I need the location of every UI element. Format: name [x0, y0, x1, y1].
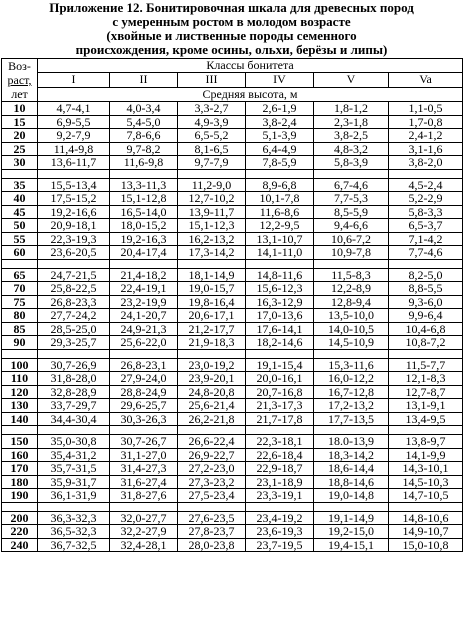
height-cell: 9,4-6,6: [314, 219, 389, 233]
height-cell: 15,3-11,6: [314, 358, 389, 372]
height-cell: 27,2-23,0: [178, 462, 246, 476]
height-cell: 21,9-18,3: [178, 336, 246, 350]
height-cell: 12,7-10,2: [178, 192, 246, 206]
age-cell: 130: [2, 399, 38, 413]
table-row: [2, 246, 463, 260]
separator-cell: [110, 349, 178, 358]
age-cell: 80: [2, 309, 38, 323]
height-cell: 23,0-19,2: [178, 358, 246, 372]
document-title: [0, 0, 463, 57]
height-cell: 9,3-6,0: [389, 295, 463, 309]
height-cell: 14,7-10,5: [389, 489, 463, 503]
height-cell: 18,8-14,6: [314, 475, 389, 489]
height-cell: 35,9-31,7: [38, 475, 110, 489]
height-cell: 3,8-2,0: [389, 156, 463, 170]
height-cell: 19,0-15,7: [178, 282, 246, 296]
age-cell: 45: [2, 205, 38, 219]
height-cell: 32,2-27,9: [110, 525, 178, 539]
class-header-1: I: [38, 73, 110, 87]
age-cell: 200: [2, 511, 38, 525]
height-cell: 31,4-27,3: [110, 462, 178, 476]
title-line-3: (хвойные и лиственные породы семенного: [106, 28, 357, 43]
height-cell: 31,6-27,4: [110, 475, 178, 489]
height-cell: 19,2-15,0: [314, 525, 389, 539]
height-cell: 19,4-15,1: [314, 538, 389, 552]
height-cell: 3,3-2,7: [178, 102, 246, 116]
separator-cell: [38, 349, 110, 358]
table-row: [2, 219, 463, 233]
height-cell: 9,7-7,9: [178, 156, 246, 170]
height-cell: 21,3-17,3: [246, 399, 314, 413]
height-cell: 3,8-2,4: [246, 115, 314, 129]
height-cell: 27,9-24,0: [110, 372, 178, 386]
separator-cell: [314, 349, 389, 358]
age-cell: 140: [2, 412, 38, 426]
height-cell: 20,0-16,1: [246, 372, 314, 386]
height-cell: 10,8-7,2: [389, 336, 463, 350]
height-cell: 5,8-3,9: [314, 156, 389, 170]
height-cell: 9,2-7,9: [38, 129, 110, 143]
height-cell: 23,4-19,2: [246, 511, 314, 525]
height-cell: 25,8-22,5: [38, 282, 110, 296]
height-cell: 17,7-13,5: [314, 412, 389, 426]
height-cell: 19,2-16,3: [110, 232, 178, 246]
height-cell: 14,8-10,6: [389, 511, 463, 525]
height-cell: 9,9-6,4: [389, 309, 463, 323]
height-cell: 1,7-0,8: [389, 115, 463, 129]
table-row: [2, 412, 463, 426]
height-cell: 1,8-1,2: [314, 102, 389, 116]
age-header-line-3: лет: [11, 87, 28, 101]
table-row: [2, 156, 463, 170]
height-cell: 14,5-10,9: [314, 336, 389, 350]
site-index-table: [1, 58, 463, 552]
height-cell: 22,6-18,4: [246, 448, 314, 462]
height-cell: 17,2-13,2: [314, 399, 389, 413]
height-cell: 18,0-15,2: [110, 219, 178, 233]
age-cell: 190: [2, 489, 38, 503]
height-cell: 8,1-6,5: [178, 142, 246, 156]
height-cell: 4,0-3,4: [110, 102, 178, 116]
height-cell: 22,3-19,3: [38, 232, 110, 246]
height-cell: 14,3-10,1: [389, 462, 463, 476]
separator-cell: [110, 502, 178, 511]
height-cell: 11,5-8,3: [314, 268, 389, 282]
height-cell: 14,1-11,0: [246, 246, 314, 260]
height-cell: 32,0-27,7: [110, 511, 178, 525]
age-column-header: [2, 59, 38, 102]
height-cell: 6,5-3,7: [389, 219, 463, 233]
height-cell: 14,9-10,7: [389, 525, 463, 539]
age-cell: 10: [2, 102, 38, 116]
height-cell: 36,3-32,3: [38, 511, 110, 525]
height-cell: 23,6-20,5: [38, 246, 110, 260]
height-cell: 36,5-32,3: [38, 525, 110, 539]
height-cell: 19,1-15,4: [246, 358, 314, 372]
height-cell: 27,8-23,7: [178, 525, 246, 539]
table-row: [2, 385, 463, 399]
height-cell: 35,4-31,2: [38, 448, 110, 462]
height-cell: 23,1-18,9: [246, 475, 314, 489]
height-cell: 32,4-28,1: [110, 538, 178, 552]
height-cell: 16,3-12,9: [246, 295, 314, 309]
class-header-3: III: [178, 73, 246, 87]
height-cell: 23,2-19,9: [110, 295, 178, 309]
height-cell: 14,1-9,9: [389, 448, 463, 462]
height-cell: 3,8-2,5: [314, 129, 389, 143]
table-row: [2, 129, 463, 143]
height-cell: 36,1-31,9: [38, 489, 110, 503]
height-cell: 7,7-4,6: [389, 246, 463, 260]
height-cell: 26,6-22,4: [178, 435, 246, 449]
height-cell: 28,5-25,0: [38, 322, 110, 336]
height-cell: 30,7-26,7: [110, 435, 178, 449]
separator-cell: [178, 502, 246, 511]
age-cell: 100: [2, 358, 38, 372]
height-cell: 10,9-7,8: [314, 246, 389, 260]
height-cell: 19,0-14,8: [314, 489, 389, 503]
separator-cell: [178, 349, 246, 358]
class-header-6: Va: [389, 73, 463, 87]
height-cell: 6,9-5,5: [38, 115, 110, 129]
separator-cell: [314, 169, 389, 178]
table-row: [2, 336, 463, 350]
age-cell: 150: [2, 435, 38, 449]
height-cell: 18,6-14,4: [314, 462, 389, 476]
age-cell: 20: [2, 129, 38, 143]
height-cell: 10,4-6,8: [389, 322, 463, 336]
height-cell: 29,3-25,7: [38, 336, 110, 350]
table-row: [2, 268, 463, 282]
separator-cell: [38, 169, 110, 178]
class-header-5: V: [314, 73, 389, 87]
height-cell: 17,5-15,2: [38, 192, 110, 206]
table-row: [2, 358, 463, 372]
height-cell: 7,7-5,3: [314, 192, 389, 206]
height-cell: 31,1-27,0: [110, 448, 178, 462]
separator-cell: [389, 349, 463, 358]
separator-cell: [178, 169, 246, 178]
height-cell: 5,1-3,9: [246, 129, 314, 143]
age-cell: 55: [2, 232, 38, 246]
height-cell: 14,8-11,6: [246, 268, 314, 282]
height-cell: 8,8-5,5: [389, 282, 463, 296]
height-cell: 28,8-24,9: [110, 385, 178, 399]
separator-cell: [2, 259, 38, 268]
separator-cell: [2, 502, 38, 511]
table-row: [2, 309, 463, 323]
height-cell: 25,6-22,0: [110, 336, 178, 350]
age-cell: 240: [2, 538, 38, 552]
height-cell: 18,3-14,2: [314, 448, 389, 462]
class-header-2: II: [110, 73, 178, 87]
site-classes-header: Классы бонитета: [38, 59, 463, 73]
height-cell: 6,4-4,9: [246, 142, 314, 156]
height-cell: 13,6-11,7: [38, 156, 110, 170]
height-cell: 20,4-17,4: [110, 246, 178, 260]
separator-cell: [110, 169, 178, 178]
table-row: [2, 205, 463, 219]
table-row: [2, 525, 463, 539]
age-header-line-2: раст,: [7, 73, 32, 87]
height-cell: 22,3-18,1: [246, 435, 314, 449]
age-cell: 75: [2, 295, 38, 309]
group-separator: [2, 169, 463, 178]
height-cell: 31,8-27,6: [110, 489, 178, 503]
height-cell: 27,6-23,5: [178, 511, 246, 525]
age-cell: 50: [2, 219, 38, 233]
separator-cell: [110, 259, 178, 268]
height-cell: 13,8-9,7: [389, 435, 463, 449]
separator-cell: [389, 259, 463, 268]
table-row: [2, 475, 463, 489]
height-cell: 12,8-9,4: [314, 295, 389, 309]
height-cell: 24,9-21,3: [110, 322, 178, 336]
height-cell: 16,7-12,8: [314, 385, 389, 399]
height-cell: 19,8-16,4: [178, 295, 246, 309]
height-cell: 16,5-14,0: [110, 205, 178, 219]
height-cell: 16,0-12,2: [314, 372, 389, 386]
height-cell: 19,2-16,6: [38, 205, 110, 219]
height-cell: 12,2-9,5: [246, 219, 314, 233]
height-cell: 12,7-8,7: [389, 385, 463, 399]
height-cell: 23,9-20,1: [178, 372, 246, 386]
height-cell: 23,3-19,1: [246, 489, 314, 503]
height-cell: 15,1-12,8: [110, 192, 178, 206]
table-row: [2, 295, 463, 309]
height-cell: 10,1-7,8: [246, 192, 314, 206]
height-cell: 15,1-12,3: [178, 219, 246, 233]
height-cell: 6,5-5,2: [178, 129, 246, 143]
separator-cell: [38, 259, 110, 268]
group-separator: [2, 259, 463, 268]
height-cell: 5,2-2,9: [389, 192, 463, 206]
separator-cell: [389, 169, 463, 178]
height-cell: 15,6-12,3: [246, 282, 314, 296]
height-cell: 30,3-26,3: [110, 412, 178, 426]
height-cell: 16,2-13,2: [178, 232, 246, 246]
height-cell: 26,8-23,1: [110, 358, 178, 372]
height-cell: 19,1-14,9: [314, 511, 389, 525]
height-cell: 14,5-10,3: [389, 475, 463, 489]
height-cell: 26,2-21,8: [178, 412, 246, 426]
height-cell: 33,7-29,7: [38, 399, 110, 413]
height-cell: 22,4-19,1: [110, 282, 178, 296]
height-cell: 23,7-19,5: [246, 538, 314, 552]
height-cell: 29,6-25,7: [110, 399, 178, 413]
table-row: [2, 489, 463, 503]
table-row: [2, 511, 463, 525]
height-cell: 31,8-28,0: [38, 372, 110, 386]
height-cell: 35,0-30,8: [38, 435, 110, 449]
height-cell: 20,7-16,8: [246, 385, 314, 399]
height-cell: 11,6-8,6: [246, 205, 314, 219]
group-separator: [2, 502, 463, 511]
height-cell: 17,0-13,6: [246, 309, 314, 323]
table-row: [2, 142, 463, 156]
table-row: [2, 538, 463, 552]
height-cell: 6,7-4,6: [314, 178, 389, 192]
separator-cell: [246, 502, 314, 511]
height-cell: 15,0-10,8: [389, 538, 463, 552]
age-cell: 120: [2, 385, 38, 399]
title-line-2: с умеренным ростом в молодом возрасте: [112, 14, 351, 29]
height-cell: 24,7-21,5: [38, 268, 110, 282]
height-cell: 11,6-9,8: [110, 156, 178, 170]
table-row: [2, 192, 463, 206]
height-cell: 20,6-17,1: [178, 309, 246, 323]
title-line-4: происхождения, кроме осины, ольхи, берёзы и липы): [75, 42, 388, 57]
table-row: [2, 372, 463, 386]
height-cell: 10,6-7,2: [314, 232, 389, 246]
table-row: [2, 232, 463, 246]
height-cell: 4,5-2,4: [389, 178, 463, 192]
separator-cell: [246, 169, 314, 178]
age-cell: 40: [2, 192, 38, 206]
height-cell: 4,9-3,9: [178, 115, 246, 129]
height-cell: 24,8-20,8: [178, 385, 246, 399]
separator-cell: [2, 349, 38, 358]
height-cell: 12,1-8,3: [389, 372, 463, 386]
height-cell: 4,8-3,2: [314, 142, 389, 156]
height-cell: 12,2-8,9: [314, 282, 389, 296]
separator-cell: [314, 259, 389, 268]
height-cell: 3,1-1,6: [389, 142, 463, 156]
height-cell: 26,8-23,3: [38, 295, 110, 309]
age-cell: 70: [2, 282, 38, 296]
height-cell: 36,7-32,5: [38, 538, 110, 552]
title-line-1: Приложение 12. Бонитировочная шкала для древесных пород: [49, 0, 414, 15]
age-cell: 220: [2, 525, 38, 539]
height-cell: 34,4-30,4: [38, 412, 110, 426]
height-cell: 32,8-28,9: [38, 385, 110, 399]
table-row: [2, 448, 463, 462]
height-cell: 8,5-5,9: [314, 205, 389, 219]
age-cell: 110: [2, 372, 38, 386]
age-cell: 160: [2, 448, 38, 462]
table-row: [2, 102, 463, 116]
height-cell: 27,3-23,2: [178, 475, 246, 489]
height-cell: 18.0-13,9: [314, 435, 389, 449]
age-cell: 180: [2, 475, 38, 489]
table-row: [2, 322, 463, 336]
height-cell: 15,5-13,4: [38, 178, 110, 192]
height-cell: 7,8-5,9: [246, 156, 314, 170]
height-cell: 21,2-17,7: [178, 322, 246, 336]
height-cell: 2,6-1,9: [246, 102, 314, 116]
age-cell: 15: [2, 115, 38, 129]
separator-cell: [178, 259, 246, 268]
table-row: [2, 462, 463, 476]
height-cell: 23,6-19,3: [246, 525, 314, 539]
height-cell: 18,1-14,9: [178, 268, 246, 282]
height-cell: 25,6-21,4: [178, 399, 246, 413]
group-separator: [2, 349, 463, 358]
table-row: [2, 115, 463, 129]
height-cell: 28,0-23,8: [178, 538, 246, 552]
height-cell: 7,8-6,6: [110, 129, 178, 143]
separator-cell: [314, 502, 389, 511]
table-row: [2, 399, 463, 413]
height-cell: 11,4-9,8: [38, 142, 110, 156]
height-cell: 4,7-4,1: [38, 102, 110, 116]
table-row: [2, 435, 463, 449]
age-cell: 85: [2, 322, 38, 336]
table-row: [2, 282, 463, 296]
height-cell: 18,2-14,6: [246, 336, 314, 350]
age-cell: 25: [2, 142, 38, 156]
height-cell: 21,4-18,2: [110, 268, 178, 282]
height-cell: 13,1-9,1: [389, 399, 463, 413]
height-cell: 8,2-5,0: [389, 268, 463, 282]
height-cell: 26,9-22,7: [178, 448, 246, 462]
separator-cell: [389, 502, 463, 511]
height-cell: 27,5-23,4: [178, 489, 246, 503]
class-header-4: IV: [246, 73, 314, 87]
height-cell: 22,9-18,7: [246, 462, 314, 476]
height-cell: 5,4-5,0: [110, 115, 178, 129]
age-cell: 60: [2, 246, 38, 260]
height-cell: 8,9-6,8: [246, 178, 314, 192]
height-cell: 35,7-31,5: [38, 462, 110, 476]
height-cell: 27,7-24,2: [38, 309, 110, 323]
height-cell: 7,1-4,2: [389, 232, 463, 246]
height-cell: 30,7-26,9: [38, 358, 110, 372]
age-cell: 30: [2, 156, 38, 170]
table-body: [2, 102, 463, 552]
height-cell: 5,8-3,3: [389, 205, 463, 219]
height-cell: 24,1-20,7: [110, 309, 178, 323]
height-cell: 13,3-11,3: [110, 178, 178, 192]
height-cell: 13,9-11,7: [178, 205, 246, 219]
age-cell: 65: [2, 268, 38, 282]
height-cell: 2,3-1,8: [314, 115, 389, 129]
separator-cell: [2, 169, 38, 178]
height-cell: 17,6-14,1: [246, 322, 314, 336]
height-cell: 13,4-9,5: [389, 412, 463, 426]
height-cell: 17,3-14,2: [178, 246, 246, 260]
age-header-line-1: Воз-: [8, 59, 31, 73]
height-cell: 1,1-0,5: [389, 102, 463, 116]
mean-height-header: Средняя высота, м: [38, 87, 463, 101]
separator-cell: [246, 349, 314, 358]
separator-cell: [38, 502, 110, 511]
height-cell: 14,0-10,5: [314, 322, 389, 336]
height-cell: 11,2-9,0: [178, 178, 246, 192]
height-cell: 11,5-7,7: [389, 358, 463, 372]
separator-cell: [246, 259, 314, 268]
height-cell: 13,5-10,0: [314, 309, 389, 323]
height-cell: 20,9-18,1: [38, 219, 110, 233]
height-cell: 2,4-1,2: [389, 129, 463, 143]
height-cell: 21,7-17,8: [246, 412, 314, 426]
age-cell: 170: [2, 462, 38, 476]
table-row: [2, 178, 463, 192]
age-cell: 90: [2, 336, 38, 350]
height-cell: 13,1-10,7: [246, 232, 314, 246]
age-cell: 35: [2, 178, 38, 192]
height-cell: 9,7-8,2: [110, 142, 178, 156]
